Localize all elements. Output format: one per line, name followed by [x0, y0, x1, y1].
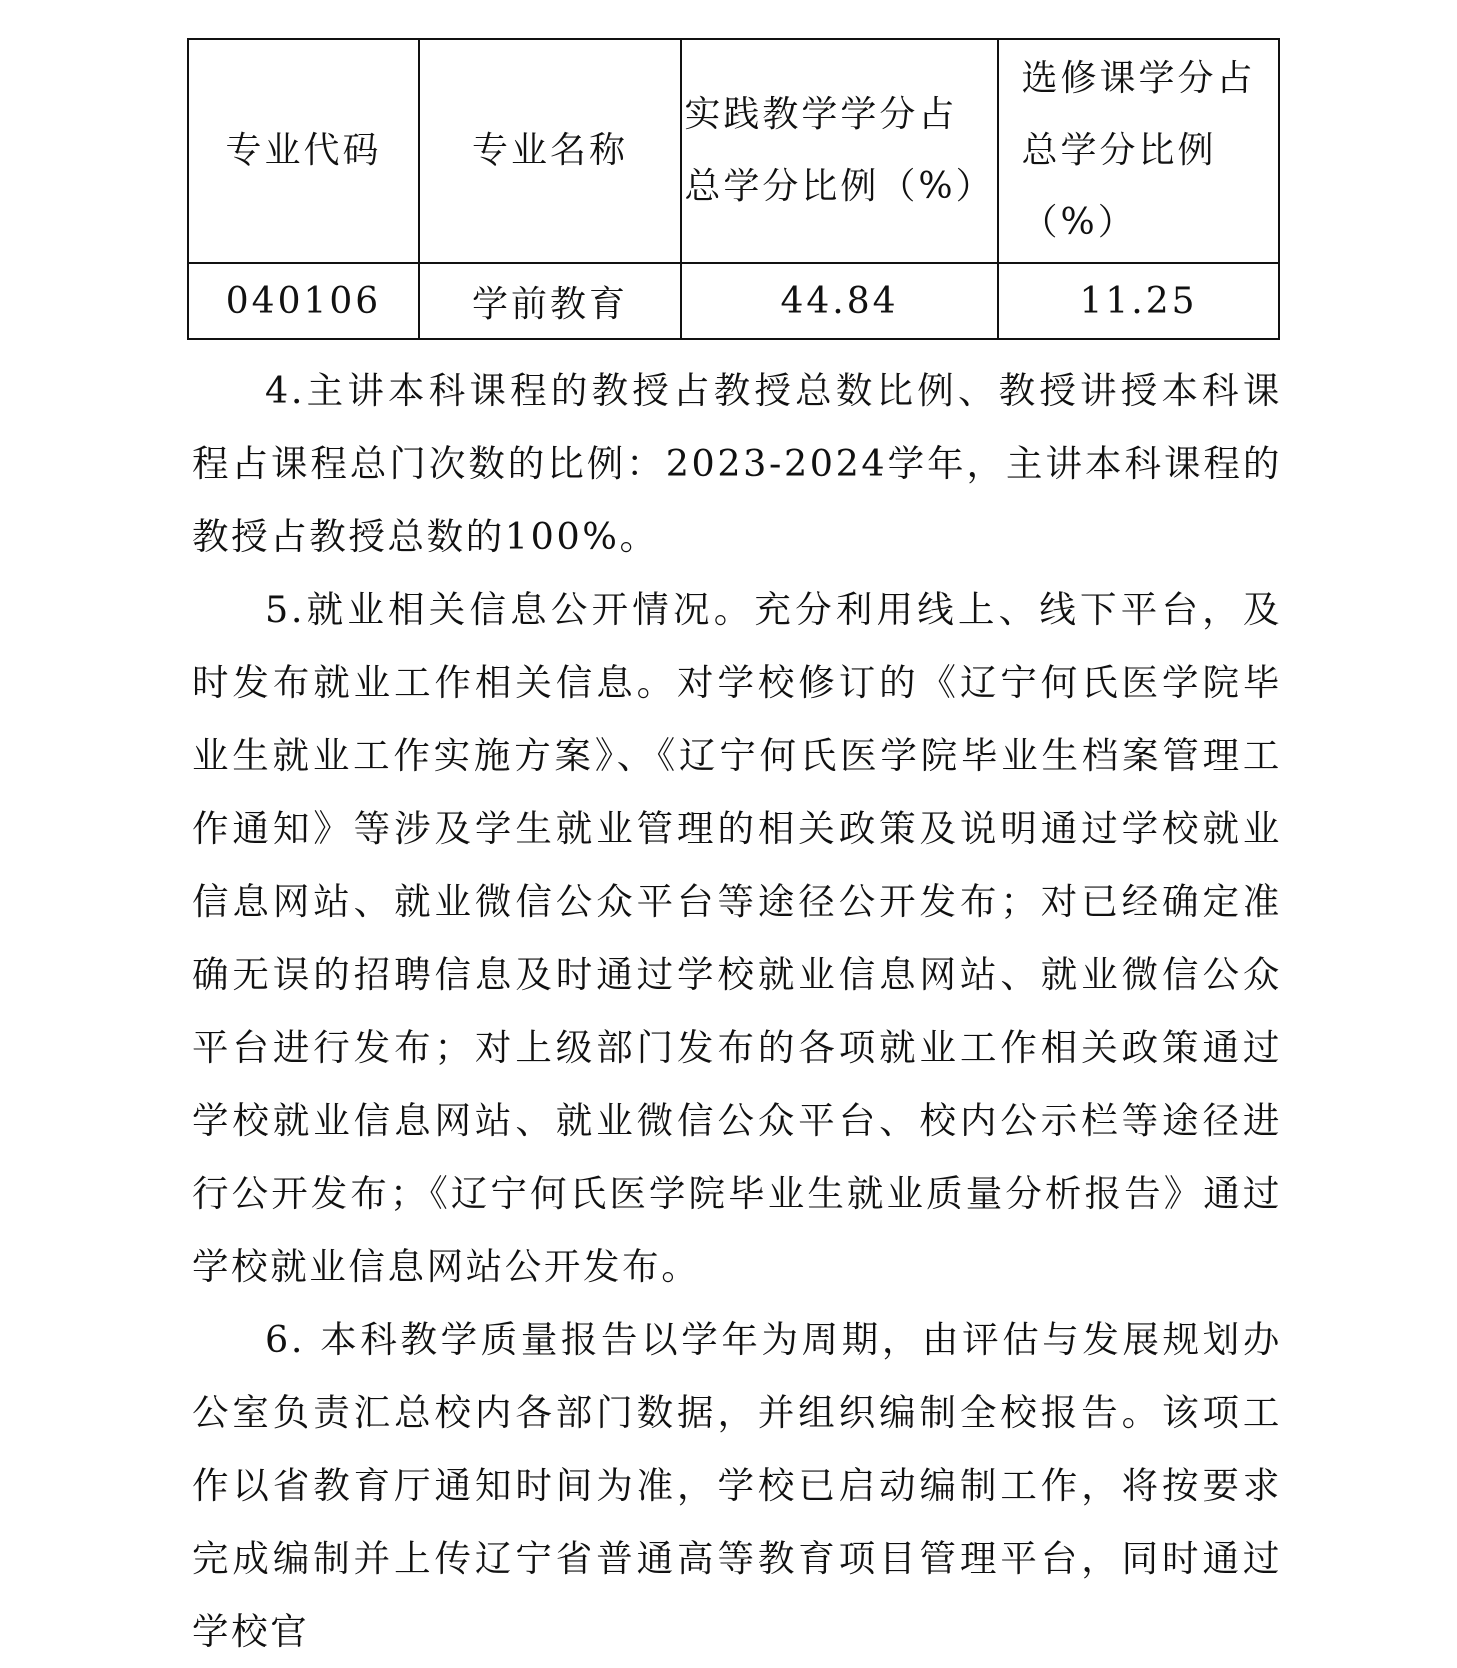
header-label: 专业名称: [471, 130, 628, 171]
header-label: 选修课学分占 总学分比例 （%）: [1021, 58, 1256, 243]
table-cell: 学前教育: [419, 263, 681, 339]
header-label: 专业代码: [225, 130, 382, 171]
header-cell-major-name: [419, 39, 681, 263]
table-row: [188, 263, 1279, 339]
header-label: 实践教学学分占 总学分比例（%）: [684, 94, 995, 207]
table-cell: 040106: [188, 263, 419, 339]
paragraph-employment-info: 5.就业相关信息公开情况。充分利用线上、线下平台，及时发布就业工作相关信息。对学校修订的《辽宁何氏医学院毕业生就业工作实施方案》、《辽宁何氏医学院毕业生档案管理工作通知》等涉及学生就业管理的相关政策及说明通过学校就业信息网站、就业微信公众平台等途径公开发布；对已经确定准确无误的招聘信息及时通过学校就业信息网站、就业微信公众平台进行发布；对上级部门发布的各项就业工作相关政策通过学校就业信息网站、就业微信公众平台、校内公示栏等途径进行公开发布；《辽宁何氏医学院毕业生就业质量分析报告》通过学校就业信息网站公开发布。: [192, 588, 1282, 1288]
paragraph-quality-report: 6. 本科教学质量报告以学年为周期，由评估与发展规划办公室负责汇总校内各部门数据，并组织编制全校报告。该项工作以省教育厅通知时间为准，学校已启动编制工作，将按要求完成编制并上传辽宁省普通高等教育项目管理平台，同时通过学校官: [192, 1318, 1282, 1653]
body-text: [192, 354, 1282, 1668]
header-cell-major-code: [188, 39, 419, 263]
header-cell-practice-ratio: [681, 39, 998, 263]
paragraph-professor-ratio: 4.主讲本科课程的教授占教授总数比例、教授讲授本科课程占课程总门次数的比例：2023-2024学年，主讲本科课程的教授占教授总数的100%。: [192, 369, 1282, 558]
table-header-row: [188, 39, 1279, 263]
major-credit-table: [187, 38, 1280, 340]
table-cell: 11.25: [998, 263, 1279, 339]
header-cell-elective-ratio: [998, 39, 1279, 263]
table-cell: 44.84: [681, 263, 998, 339]
